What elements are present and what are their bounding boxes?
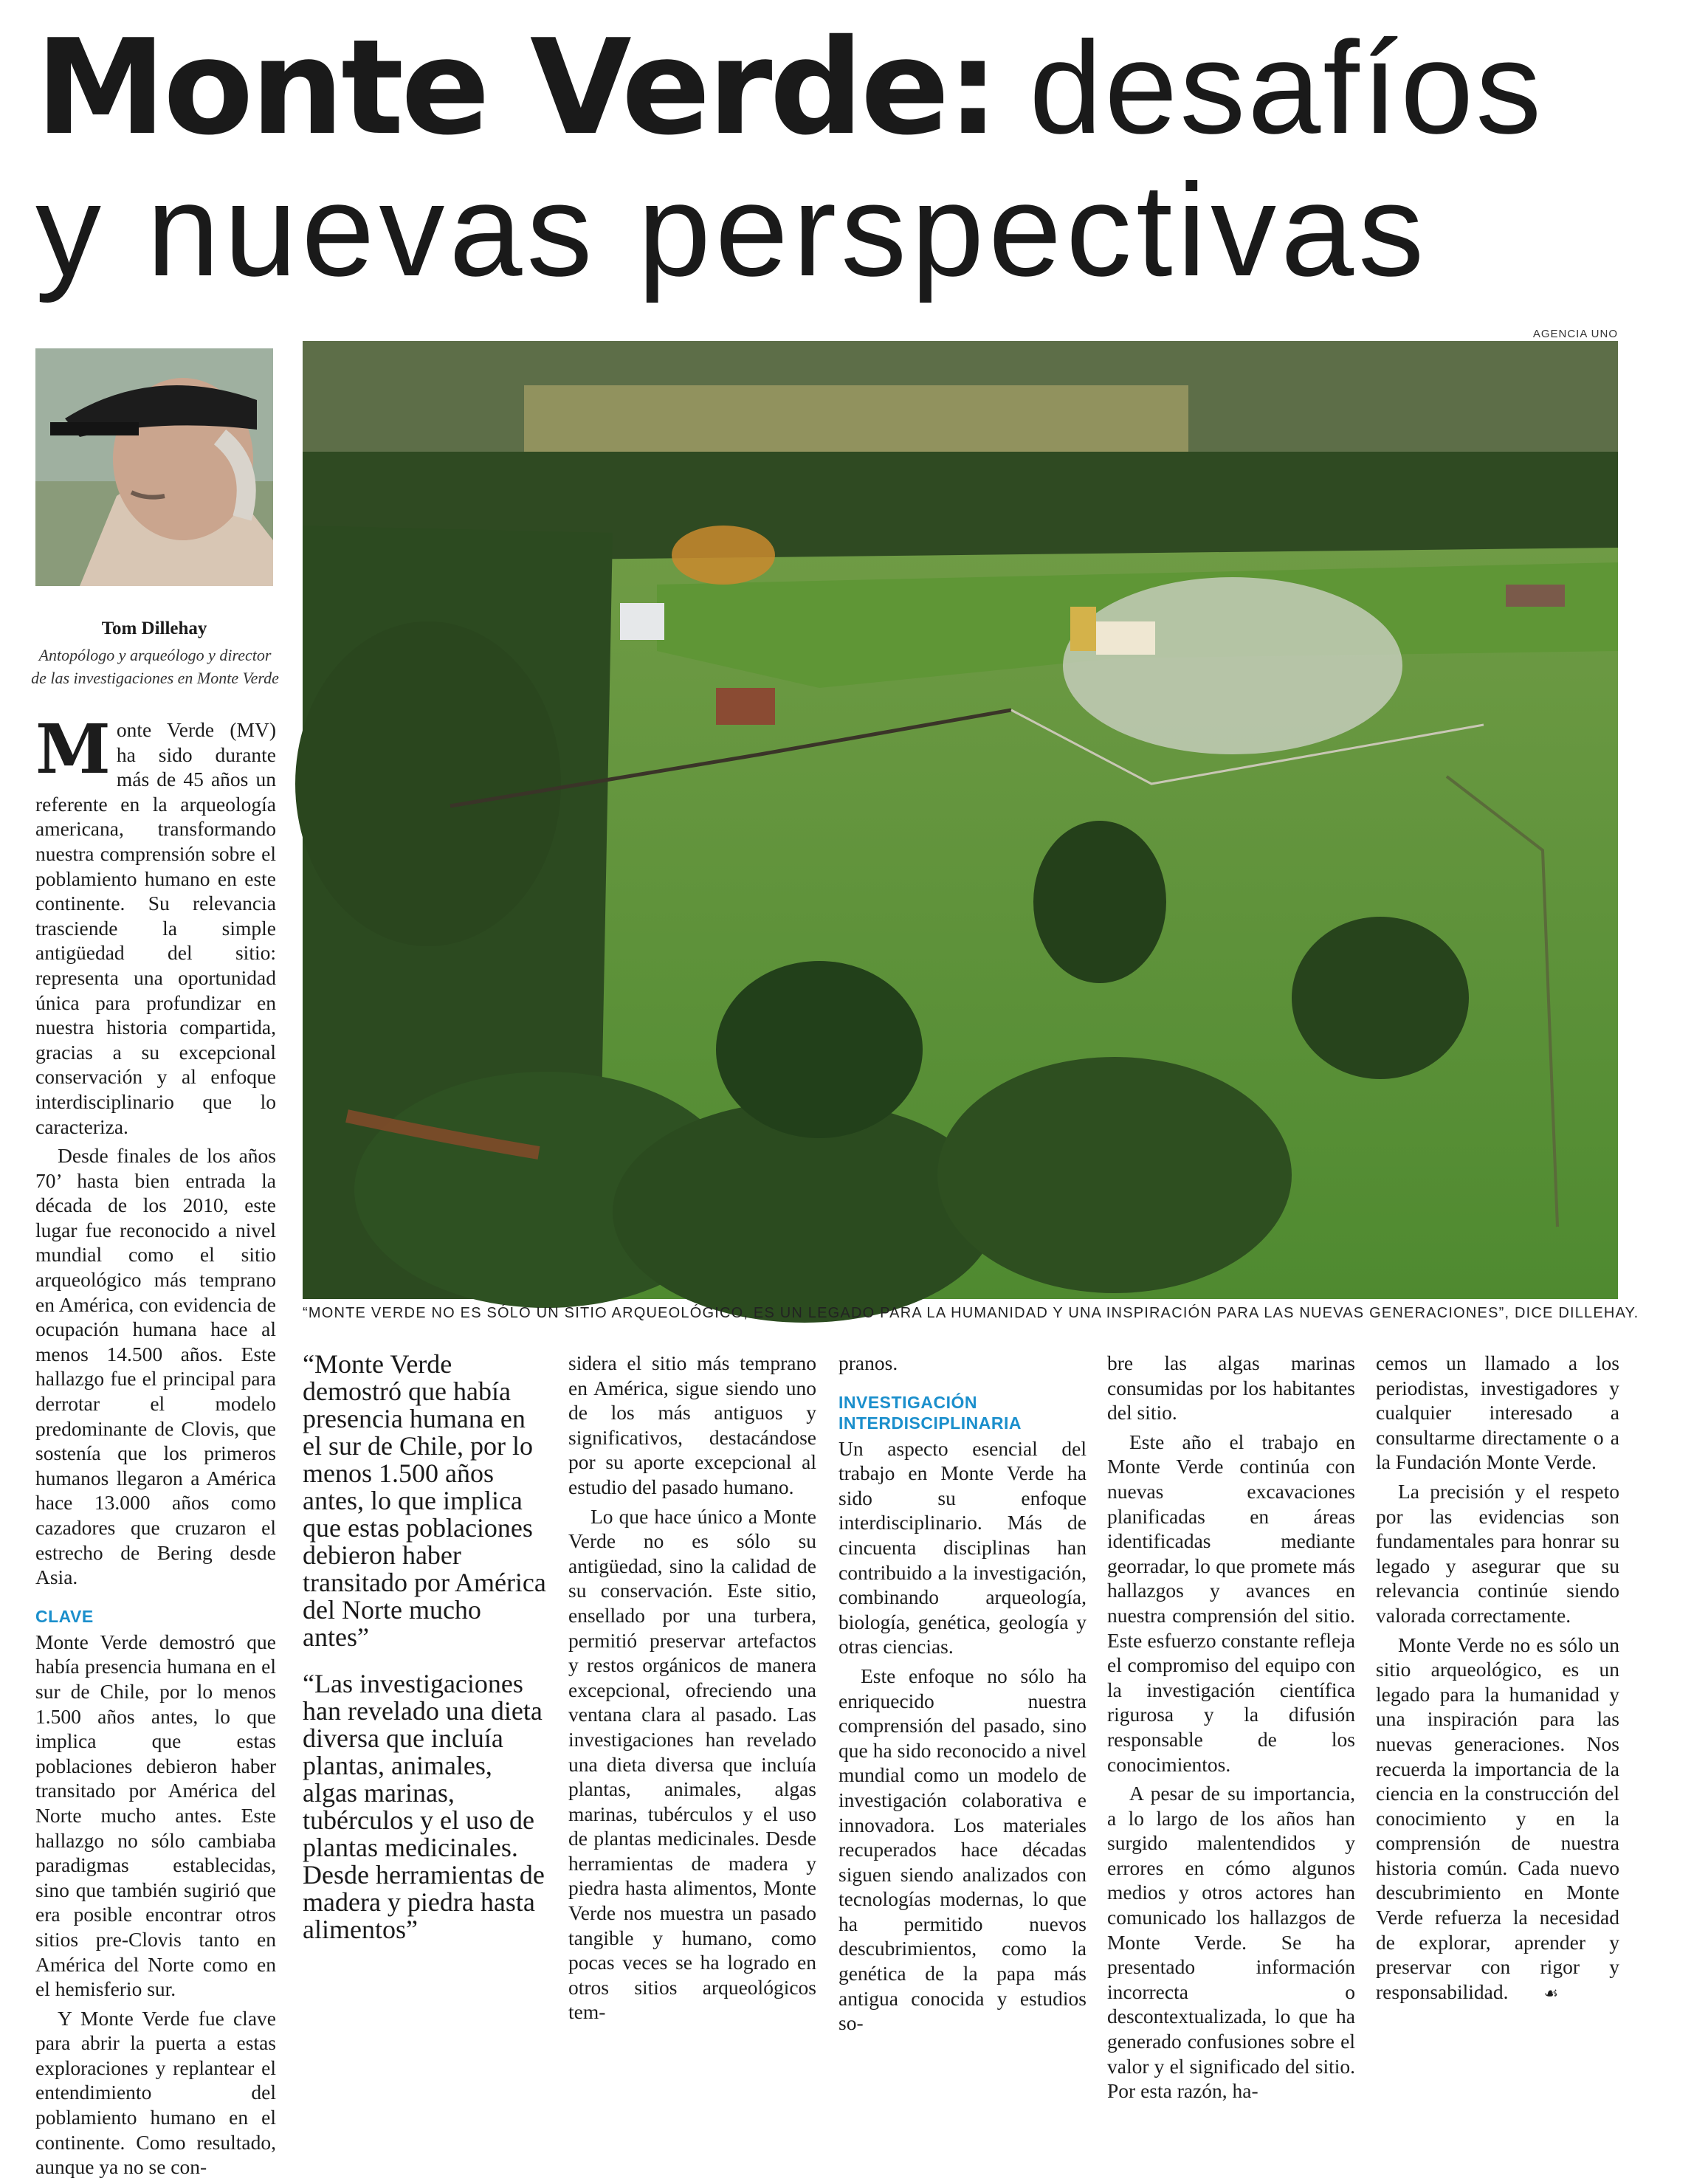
section-heading-line1: INVESTIGACIÓN: [838, 1392, 977, 1412]
article-column-4: [838, 1351, 1087, 2040]
paragraph-7: pranos.: [838, 1351, 898, 1374]
paragraph-3: Monte Verde demostró que había presencia humana en el sur de Chile, por lo menos 1.500 años antes, lo que implica que estas poblaciones debieron haber transitado por América del Norte mucho antes. Este hallazgo no sólo cambiaba paradigmas establecidas, sino que también sugirió que era posible encontrar otros sitios pre-Clovis tanto en América del Norte como en el hemisferio sur.: [35, 1630, 276, 2001]
author-portrait-image: [35, 348, 273, 586]
aerial-photo: [303, 341, 1618, 1299]
paragraph-15: Monte Verde no es sólo un sitio arqueológico, es un legado para la humanidad y una inspiración para las nuevas generaciones. Nos recuerda la importancia de la ciencia en la construcción del conocimiento y en la comprensión de nuestra historia común. Cada nuevo descubrimiento en Monte Verde refuerza la necesidad de explorar, aprender y preservar con rigor y responsabilidad.: [1376, 1633, 1619, 2003]
headline-light: desafíos: [1029, 14, 1544, 161]
article-column-5: [1107, 1351, 1355, 2108]
headline: [35, 11, 1674, 303]
paragraph-12: A pesar de su importancia, a lo largo de los años han surgido malentendidos y errores en cómo algunos medios y otros actores han comunicado los hallazgos de Monte Verde. Se ha presentado información incorrecta o descontextualizada, lo que ha generado confusiones sobre el valor y el significado del sitio. Por esta razón, ha-: [1107, 1782, 1355, 2103]
paragraph-4: Y Monte Verde fue clave para abrir la puerta a estas exploraciones y replantear el entendimiento del poblamiento humano en el continente. Como resultado, aunque ya no se con-: [35, 2006, 276, 2179]
author-role-line1: Antopólogo y arqueólogo y director: [38, 646, 272, 664]
paragraph-6: Lo que hace único a Monte Verde no es sólo su antigüedad, sino la calidad de su conservación. Este sitio, ensellado por una turbera, permitió preservar artefactos y restos orgánicos de manera excepcional, ofreciendo una ventana clara al pasado. Las investigaciones han revelado una dieta diversa que incluía plantas, animales, algas marinas, tubérculos y el uso de plantas medicinales. Desde herramientas de madera y piedra hasta alimentos, Monte Verde nos muestra un pasado tangible y humano, como pocas veces se ha logrado en otros sitios arqueológicos tem-: [568, 1504, 816, 2024]
end-mark-icon: ☙: [1543, 1984, 1559, 2003]
paragraph-11: Este año el trabajo en Monte Verde continúa con nuevas excavaciones planificadas en áreas identificadas mediante georradar, lo que promete más hallazgos y avances en nuestra comprensión del sitio. Este esfuerzo constante refleja el compromiso del equipo con la investigación científica rigurosa y la difusión responsable de los conocimientos.: [1107, 1430, 1355, 1776]
paragraph-9: Este enfoque no sólo ha enriquecido nuestra comprensión del pasado, sino que ha sido reconocido a nivel mundial como un modelo de investigación colaborativa e innovadora. Los materiales recuperados hace décadas siguen siendo analizados con tecnologías modernas, lo que ha permitido nuevos descubrimientos, como la genética de la papa más antigua conocida y estudios so-: [838, 1664, 1087, 2035]
photo-caption: “MONTE VERDE NO ES SÓLO UN SITIO ARQUEOLÓGICO, ES UN LEGADO PARA LA HUMANIDAD Y UNA INSPIRACIÓN PARA LAS NUEVAS GENERACIONES”, DICE DILLEHAY.: [303, 1305, 1639, 1321]
paragraph-1: onte Verde (MV) ha sido durante más de 45 años un referente en la arqueología americana, transformando nuestra comprensión sobre el poblamiento humano en este continente. Su relevancia trasciende la simple antigüedad del sitio: representa una oportunidad única para profundizar en nuestra historia compartida, gracias a su excepcional conservación y al enfoque interdisciplinario que lo caracteriza.: [35, 718, 276, 1138]
headline-line2: y nuevas perspectivas: [35, 156, 1429, 303]
section-heading-clave: CLAVE: [35, 1606, 94, 1626]
pull-quote-column: [303, 1351, 546, 1963]
article-lead-paragraph: [35, 709, 276, 1139]
paragraph-14: La precisión y el respeto por las evidencias son fundamentales para honrar su legado y asegurar que su relevancia continúe siendo valorada correctamente.: [1376, 1479, 1619, 1627]
paragraph-15-wrapper: [1376, 1633, 1619, 2007]
aerial-landscape-image: [303, 341, 1618, 1299]
pull-quote-2: “Las investigaciones han revelado una dieta diversa que incluía plantas, animales, algas marinas, tubérculos y el uso de plantas medicinales. Desde herramientas de madera y piedra hasta alimentos”: [303, 1669, 545, 1944]
article-column-3: [568, 1351, 816, 2029]
author-role: [30, 644, 280, 689]
paragraph-10: bre las algas marinas consumidas por los habitantes del sitio.: [1107, 1351, 1355, 1425]
author-name: Tom Dillehay: [101, 619, 207, 638]
paragraph-8: Un aspecto esencial del trabajo en Monte Verde ha sido su enfoque interdisciplinario. Más de cincuenta disciplinas han contribuido a la investigación, combinando arqueología, biología, genética, geología y otras ciencias.: [838, 1436, 1087, 1658]
article-column-6: [1376, 1351, 1619, 2011]
headline-bold: Monte Verde:: [35, 11, 996, 164]
author-role-line2: de las investigaciones en Monte Verde: [31, 669, 279, 687]
paragraph-13: cemos un llamado a los periodistas, investigadores y cualquier interesado a consultarme directamente o a la Fundación Monte Verde.: [1376, 1351, 1619, 1474]
pull-quote-1: “Monte Verde demostró que había presencia humana en el sur de Chile, por lo menos 1.500 años antes, lo que implica que estas poblaciones debieron haber transitado por América del Norte mucho antes”: [303, 1349, 546, 1652]
article-column-1: [35, 709, 276, 2184]
photo-credit: AGENCIA UNO: [1532, 328, 1618, 340]
paragraph-5: sidera el sitio más temprano en América, sigue siendo uno de los más antiguos y significativos, destacándose por su aporte excepcional al estudio del pasado humano.: [568, 1351, 816, 1498]
section-heading-line2: INTERDISCIPLINARIA: [838, 1413, 1022, 1433]
paragraph-2: Desde finales de los años 70’ hasta bien entrada la década de los 2010, este lugar fue reconocido a nivel mundial como el sitio arqueológico más temprano en América, con evidencia de ocupación humana hace al menos 14.500 años. Este hallazgo fue el principal para derrotar el modelo predominante de Clovis, que sostenía que los primeros humanos llegaron a América hace 13.000 años como cazadores que cruzaron el estrecho de Bering desde Asia.: [35, 1144, 276, 1589]
author-portrait: [35, 348, 273, 586]
section-heading-investigacion: [838, 1392, 1087, 1433]
drop-cap: M: [35, 709, 111, 789]
